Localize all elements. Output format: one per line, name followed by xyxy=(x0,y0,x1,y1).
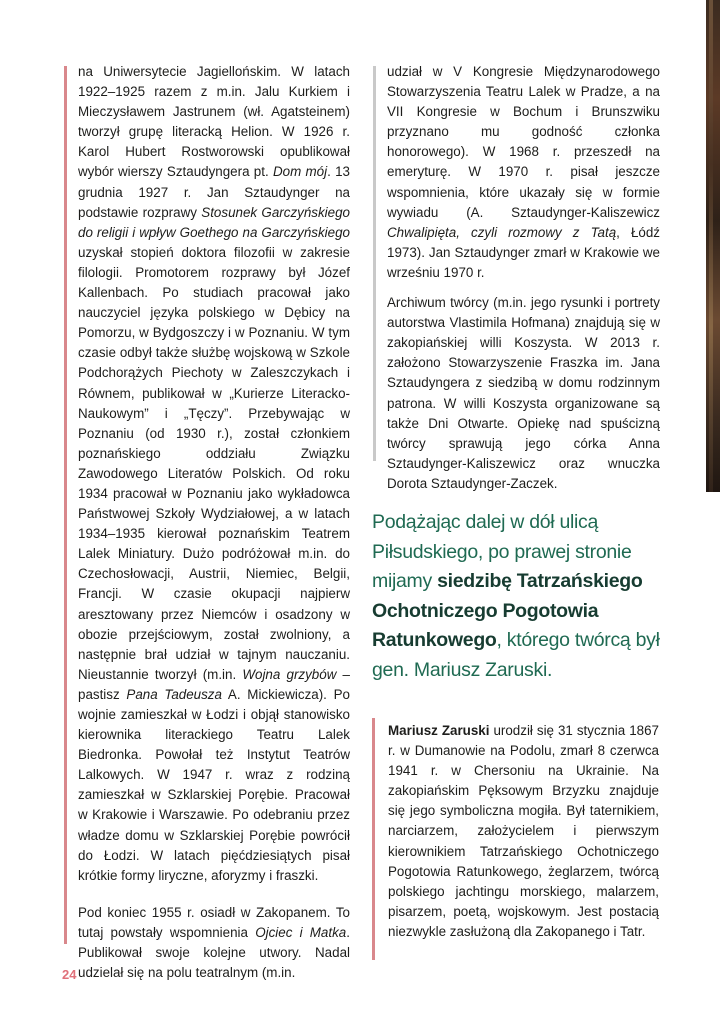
page-number: 24 xyxy=(62,967,77,982)
text-run: Podążając dalej w dół ulicą Piłsudskiego, po prawej stronie mijamy xyxy=(372,511,632,592)
right-paragraph-2 xyxy=(387,293,660,494)
italic-title: Ojciec i Matka xyxy=(255,924,347,940)
text-run: Pod koniec 1955 r. osiadł w Zakopanem. To tutaj powstały wspomnienia xyxy=(78,904,350,940)
italic-title: Wojna grzybów xyxy=(242,666,337,682)
photo-edge xyxy=(706,0,720,492)
left-column-rule xyxy=(64,66,67,944)
text-run: urodził się 31 stycznia 1867 r. w Dumanowie na Podolu, zmarł 8 czerwca 1941 r. w Chersoniu na Ukrainie. Na zakopiańskim Pęksowym Brzyzku znajduje się jego symboliczna mogiła. Był taternikiem, narciarzem, założycielem i pierwszym kierownikiem Tatrzańskiego Ochotniczego Pogotowia Ratunkowego, żeglarzem, twórcą polskiego jachtingu morskiego, malarzem, pisarzem, poetą, wojskowym. Jest postacią niezwykle zasłużoną dla Zakopanego i Tatr. xyxy=(388,723,659,939)
text-run: A. Mickiewicza). Po wojnie zamieszkał w Łodzi i objął stanowisko kierownika literackiego Teatru Lalek Biedronka. Powołał też Instytut Teatrów Lalkowych. W 1947 r. wraz z rodziną zamieszkał w Szklarskiej Porębie. Pracował w Krakowie i Warszawie. Po odebraniu przez władze domu w Szklarskiej Porębie powrócił do Łodzi. W latach pięćdziesiątych pisał krótkie formy liryczne, aforyzmy i fraszki. xyxy=(78,686,350,883)
right-column xyxy=(387,62,660,494)
bio-rule xyxy=(372,718,375,960)
italic-title: Dom mój xyxy=(272,164,328,180)
text-run: , Łódź 1973). Jan Sztaudynger zmarł w Krakowie we wrześniu 1970 r. xyxy=(387,224,660,280)
text-run: , którego twórcą był gen. Mariusz Zaruski. xyxy=(372,629,660,681)
text-run: uzyskał stopień doktora filozofii w zakresie filologii. Promotorem rozprawy był Józef Kallenbach. Po studiach pracował jako nauczyciel języka polskiego w Dębicy na Pomorzu, w Bydgoszczy i w Poznaniu. W tym czasie odbył także służbę wojskową w Szkole Podchorążych Piechoty w Zaleszczykach i Równem, publikował w „Kurierze Literacko-Naukowym” i „Tęczy”. Przebywając w Poznaniu (od 1930 r.), został członkiem poznańskiego oddziału Związku Zawodowego Literatów Polskich. Od roku 1934 pracował w Poznaniu jako wykładowca Państwowej Szkoły Wydziałowej, a w latach 1934–1935 kierował poznańskim Teatrem Lalek Miniatury. Dużo podróżował m.in. do Czechosłowacji, Austrii, Niemiec, Belgii, Francji. W czasie okupacji najpierw aresztowany przez Niemców i osadzony w obozie przejściowym, został zwolniony, a następnie brał udział w tajnym nauczaniu. Nieustannie tworzył (m.in. xyxy=(78,244,350,682)
route-highlight xyxy=(372,508,672,685)
text-run: . Publikował swoje kolejne utwory. Nadal udzielał się na polu teatralnym (m.in. xyxy=(78,924,350,981)
zaruski-bio xyxy=(388,721,659,942)
italic-title: Stosunek Garczyńskiego do religii i wpływ Goethego na Garczyńskiego xyxy=(78,204,350,240)
left-paragraph-2 xyxy=(78,903,350,983)
text-run: udział w V Kongresie Międzynarodowego Stowarzyszenia Teatru Lalek w Pradze, a na VII Kongresie w Bochum i Brunszwiku przyznano mu godność członka honorowego). W 1968 r. przeszedł na emeryturę. W 1970 r. pisał jeszcze wspomnienia, które ukazały się w formie wywiadu (A. Sztaudynger-Kaliszewicz xyxy=(387,64,660,220)
text-run: . 13 grudnia 1927 r. Jan Sztaudynger na podstawie rozprawy xyxy=(78,164,350,220)
left-paragraph-1 xyxy=(78,62,350,886)
italic-title: Chwalipięta, czyli rozmowy z Tatą xyxy=(387,224,617,240)
italic-title: Pana Tadeusza xyxy=(126,686,222,702)
text-run: Archiwum twórcy (m.in. jego rysunki i portrety autorstwa Vlastimila Hofmana) znajdują się w zakopiańskiej willi Koszysta. W 2013 r. założono Stowarzyszenie Fraszka im. Jana Sztaudyngera z siedzibą w domu rodzinnym patrona. W willi Koszysta organizowane są także Dni Otwarte. Opiekę nad spuścizną twórcy sprawują jego córka Anna Sztaudynger-Kaliszewicz oraz wnuczka Dorota Sztaudynger-Zaczek. xyxy=(387,295,660,491)
bold-phrase: Mariusz Zaruski xyxy=(388,723,490,738)
left-column xyxy=(78,62,350,983)
right-column-rule xyxy=(373,66,376,461)
text-run: na Uniwersytecie Jagiellońskim. W latach 1922–1925 razem z m.in. Jalu Kurkiem i Mieczysławem Jastrunem (wł. Agatsteinem) tworzył grupę literacką Helion. W 1926 r. Karol Hubert Rostworowski opublikował wybór wierszy Sztaudyngera pt. xyxy=(78,64,350,180)
right-paragraph-1 xyxy=(387,62,660,283)
text-run: – pastisz xyxy=(78,666,350,702)
bold-phrase: siedzibę Tatrzańskiego Ochotniczego Pogotowia Ratunkowego xyxy=(372,570,643,651)
